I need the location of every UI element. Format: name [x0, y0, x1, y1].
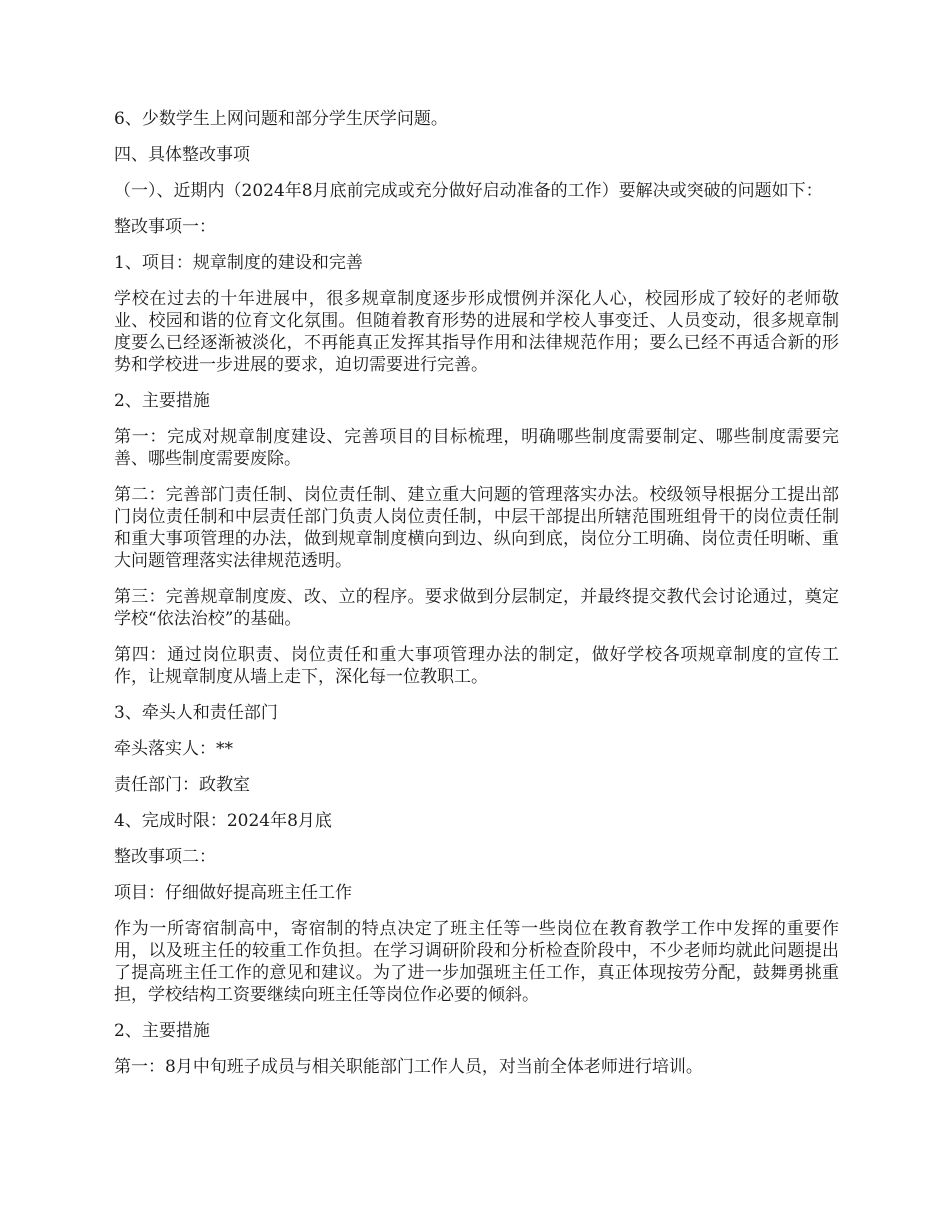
- measure-third: 第三：完善规章制度废、改、立的程序。要求做到分层制定，并最终提交教代会讨论通过，奠定学校“依法治校”的基础。: [114, 587, 839, 629]
- measures-heading-two: 2、主要措施: [114, 1021, 210, 1041]
- rectification-item-one-heading: 整改事项一：: [114, 217, 216, 237]
- measure-first: 第一：完成对规章制度建设、完善项目的目标梳理，明确哪些制度需要制定、哪些制度需要完善、哪些制度需要废除。: [114, 427, 839, 469]
- project-title-two: 项目：仔细做好提高班主任工作: [114, 883, 352, 903]
- document-page: [114, 108, 839, 1092]
- measure-fourth: 第四：通过岗位职责、岗位责任和重大事项管理办法的制定，做好学校各项规章制度的宣传工作，让规章制度从墙上走下，深化每一位教职工。: [114, 645, 839, 687]
- paragraph-item-6: 6、少数学生上网问题和部分学生厌学问题。: [114, 109, 448, 129]
- lead-dept-heading: 3、牵头人和责任部门: [114, 703, 278, 723]
- section-heading-specific-items: 四、具体整改事项: [114, 145, 250, 165]
- body-paragraph-two: 作为一所寄宿制高中，寄宿制的特点决定了班主任等一些岗位在教育教学工作中发挥的重要作用，以及班主任的较重工作负担。在学习调研阶段和分析检查阶段中，不少老师均就此问题提出了提高班主任工作的意见和建议。为了进一步加强班主任工作，真正体现按劳分配，鼓舞勇挑重担，学校结构工资要继续向班主任等岗位作必要的倾斜。: [114, 919, 839, 1005]
- body-paragraph: 学校在过去的十年进展中，很多规章制度逐步形成惯例并深化人心，校园形成了较好的老师敬业、校园和谐的位育文化氛围。但随着教育形势的进展和学校人事变迁、人员变动，很多规章制度要么已经逐渐被淡化，不再能真正发挥其指导作用和法律规范作用；要么已经不再适合新的形势和学校进一步进展的要求，迫切需要进行完善。: [114, 289, 839, 375]
- responsible-dept: 责任部门：政教室: [114, 775, 250, 795]
- lead-person: 牵头落实人：**: [114, 739, 233, 759]
- project-title: 1、项目：规章制度的建设和完善: [114, 253, 363, 273]
- rectification-item-two-heading: 整改事项二：: [114, 847, 216, 867]
- measure-first-two: 第一：8月中旬班子成员与相关职能部门工作人员，对当前全体老师进行培训。: [114, 1057, 703, 1077]
- measures-heading: 2、主要措施: [114, 391, 210, 411]
- deadline: 4、完成时限：2024年8月底: [114, 811, 332, 831]
- subsection-heading-near-term: （一）、近期内（2024年8月底前完成或充分做好启动准备的工作）要解决或突破的问题如下：: [114, 181, 823, 201]
- measure-second: 第二：完善部门责任制、岗位责任制、建立重大问题的管理落实办法。校级领导根据分工提出部门岗位责任制和中层责任部门负责人岗位责任制，中层干部提出所辖范围班组骨干的岗位责任制和重大事项管理的办法，做到规章制度横向到边、纵向到底，岗位分工明确、岗位责任明晰、重大问题管理落实法律规范透明。: [114, 485, 839, 571]
